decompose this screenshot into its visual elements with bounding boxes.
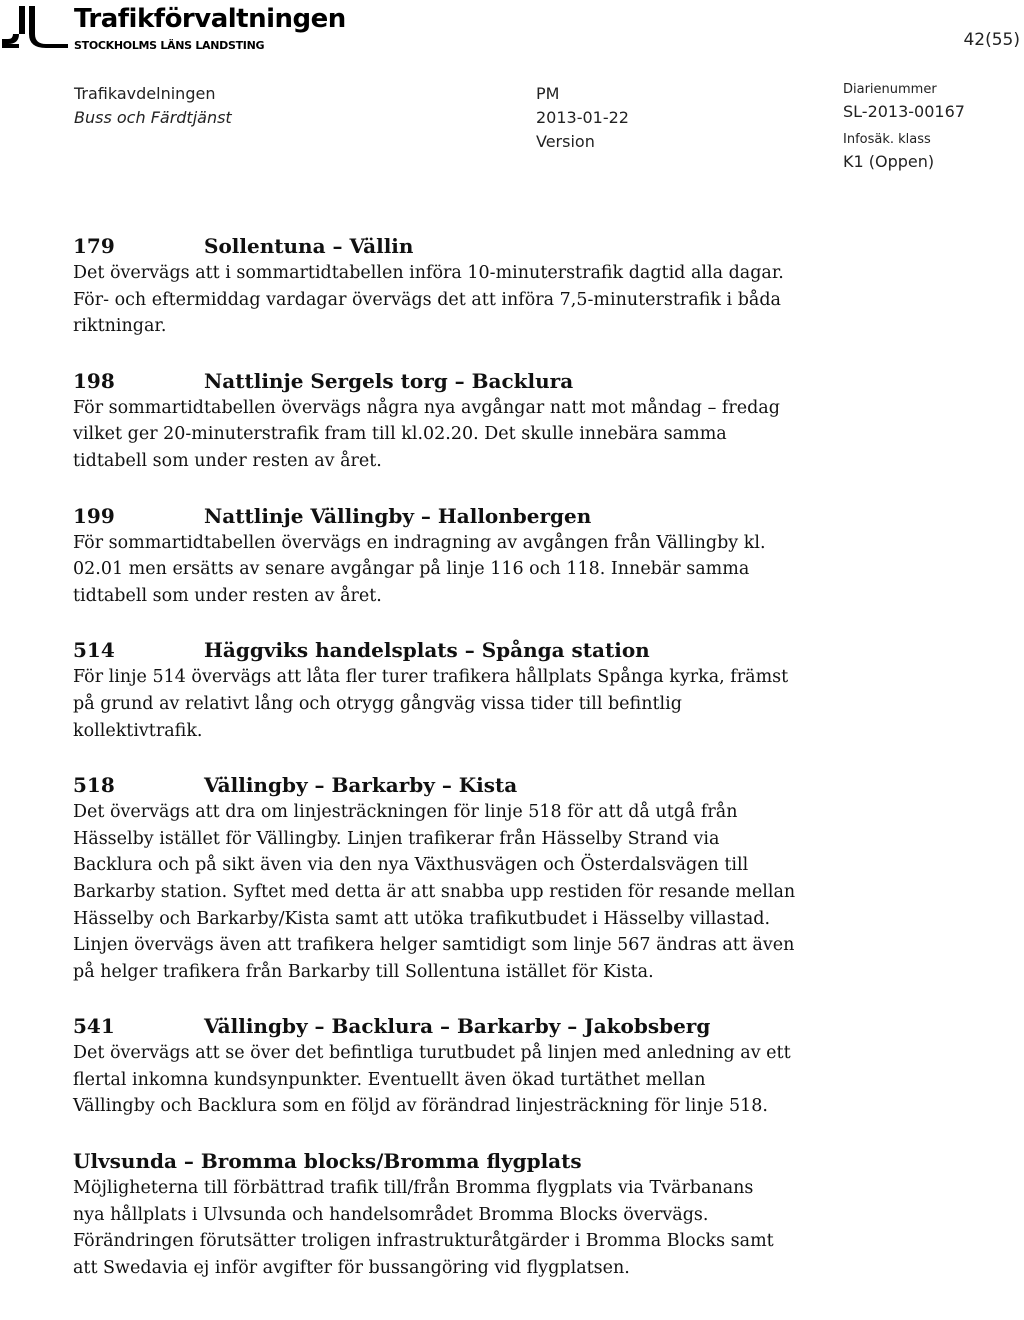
text-line: tidtabell som under resten av året. bbox=[73, 585, 382, 606]
section-heading bbox=[73, 368, 883, 395]
route-number: 198 bbox=[73, 368, 115, 393]
document-body bbox=[73, 233, 883, 1309]
meta-registry bbox=[843, 80, 965, 174]
text-line: nya hållplats i Ulvsunda och handelsområdet Bromma Blocks övervägs. bbox=[73, 1204, 709, 1225]
route-section bbox=[73, 1013, 883, 1120]
infosec-value: K1 (Oppen) bbox=[843, 152, 935, 171]
route-section bbox=[73, 233, 883, 340]
doc-type: PM bbox=[536, 84, 560, 103]
text-line: För- och eftermiddag vardagar övervägs det att införa 7,5-minuterstrafik i båda bbox=[73, 289, 781, 310]
meta-document bbox=[536, 82, 629, 154]
section-text bbox=[73, 1040, 883, 1120]
section-text bbox=[73, 799, 883, 985]
text-line: För linje 514 övervägs att låta fler turer trafikera hållplats Spånga kyrka, främst bbox=[73, 667, 789, 688]
section-text bbox=[73, 664, 883, 744]
text-line: Möjligheterna till förbättrad trafik till/från Bromma flygplats via Tvärbanans bbox=[73, 1178, 754, 1199]
text-line: Backlura och på sikt även via den nya Växthusvägen och Österdalsvägen till bbox=[73, 855, 749, 876]
text-line: på helger trafikera från Barkarby till Sollentuna istället för Kista. bbox=[73, 961, 654, 982]
text-line: Det övervägs att i sommartidtabellen införa 10-minuterstrafik dagtid alla dagar. bbox=[73, 263, 784, 283]
section-heading bbox=[73, 233, 883, 260]
text-line: Hässelby istället för Vällingby. Linjen trafikerar från Hässelby Strand via bbox=[73, 828, 720, 849]
text-line: flertal inkomna kundsynpunkter. Eventuellt även ökad turtäthet mellan bbox=[73, 1069, 706, 1090]
text-line: vilket ger 20-minuterstrafik fram till kl.02.20. Det skulle innebära samma bbox=[73, 424, 727, 445]
text-line: Vällingby och Backlura som en följd av förändrad linjesträckning för linje 518. bbox=[73, 1096, 768, 1117]
version-label: Version bbox=[536, 132, 595, 151]
route-section bbox=[73, 1148, 883, 1281]
route-section bbox=[73, 772, 883, 985]
text-line: kollektivtrafik. bbox=[73, 720, 203, 741]
route-title: Ulvsunda – Bromma blocks/Bromma flygplats bbox=[73, 1149, 582, 1174]
text-line: Hässelby och Barkarby/Kista samt att utöka trafikutbudet i Hässelby villastad. bbox=[73, 908, 771, 929]
section-text bbox=[73, 530, 883, 610]
text-line: på grund av relativt lång och otrygg gångväg vissa tider till befintlig bbox=[73, 693, 682, 714]
route-title: Vällingby – Backlura – Barkarby – Jakobsberg bbox=[204, 1014, 711, 1039]
text-line: Det övervägs att se över det befintliga turutbudet på linjen med anledning av ett bbox=[73, 1043, 791, 1064]
text-line: tidtabell som under resten av året. bbox=[73, 450, 382, 471]
department: Trafikavdelningen bbox=[74, 84, 216, 103]
diary-number: SL-2013-00167 bbox=[843, 102, 965, 121]
section-heading bbox=[73, 772, 883, 799]
org-subtitle: STOCKHOLMS LÄNS LANDSTING bbox=[74, 39, 265, 52]
org-name: Trafikförvaltningen bbox=[74, 4, 346, 34]
route-title: Sollentuna – Vällin bbox=[204, 234, 414, 258]
text-line: att Swedavia ej inför avgifter för bussangöring vid flygplatsen. bbox=[73, 1257, 630, 1278]
route-number: 514 bbox=[73, 638, 115, 663]
route-section bbox=[73, 637, 883, 744]
route-title: Vällingby – Barkarby – Kista bbox=[204, 773, 518, 798]
section-text bbox=[73, 1175, 883, 1281]
route-number: 518 bbox=[73, 773, 115, 798]
route-title: Nattlinje Sergels torg – Backlura bbox=[204, 368, 574, 393]
section-heading bbox=[73, 503, 883, 530]
unit: Buss och Färdtjänst bbox=[74, 108, 232, 127]
org-logo bbox=[0, 2, 346, 58]
text-line: 02.01 men ersätts av senare avgångar på linje 116 och 118. Innebär samma bbox=[73, 559, 750, 580]
sll-logo-icon bbox=[2, 6, 68, 52]
section-text bbox=[73, 260, 883, 340]
text-line: riktningar. bbox=[73, 316, 167, 337]
text-line: Barkarby station. Syftet med detta är att snabba upp restiden för resande mellan bbox=[73, 881, 796, 902]
meta-department bbox=[74, 82, 232, 130]
text-line: Linjen övervägs även att trafikera helger samtidigt som linje 567 ändras att även bbox=[73, 935, 795, 956]
text-line: Förändringen förutsätter troligen infrastrukturåtgärder i Bromma Blocks samt bbox=[73, 1231, 774, 1252]
page-number: 42(55) bbox=[963, 30, 1020, 50]
diary-label: Diarienummer bbox=[843, 82, 937, 97]
section-heading bbox=[73, 1013, 883, 1040]
doc-date: 2013-01-22 bbox=[536, 108, 629, 127]
text-line: För sommartidtabellen övervägs några nya avgångar natt mot måndag – fredag bbox=[73, 397, 780, 418]
route-number: 179 bbox=[73, 234, 115, 258]
text-line: Det övervägs att dra om linjesträckningen för linje 518 för att då utgå från bbox=[73, 802, 738, 823]
section-text bbox=[73, 395, 883, 475]
route-section bbox=[73, 503, 883, 610]
route-number: 541 bbox=[73, 1014, 115, 1039]
section-heading bbox=[73, 1148, 883, 1175]
route-title: Häggviks handelsplats – Spånga station bbox=[204, 638, 650, 663]
section-heading bbox=[73, 637, 883, 664]
route-title: Nattlinje Vällingby – Hallonbergen bbox=[204, 503, 592, 528]
route-section bbox=[73, 368, 883, 475]
text-line: För sommartidtabellen övervägs en indragning av avgången från Vällingby kl. bbox=[73, 532, 766, 553]
route-number: 199 bbox=[73, 503, 115, 528]
infosec-label: Infosäk. klass bbox=[843, 132, 931, 147]
